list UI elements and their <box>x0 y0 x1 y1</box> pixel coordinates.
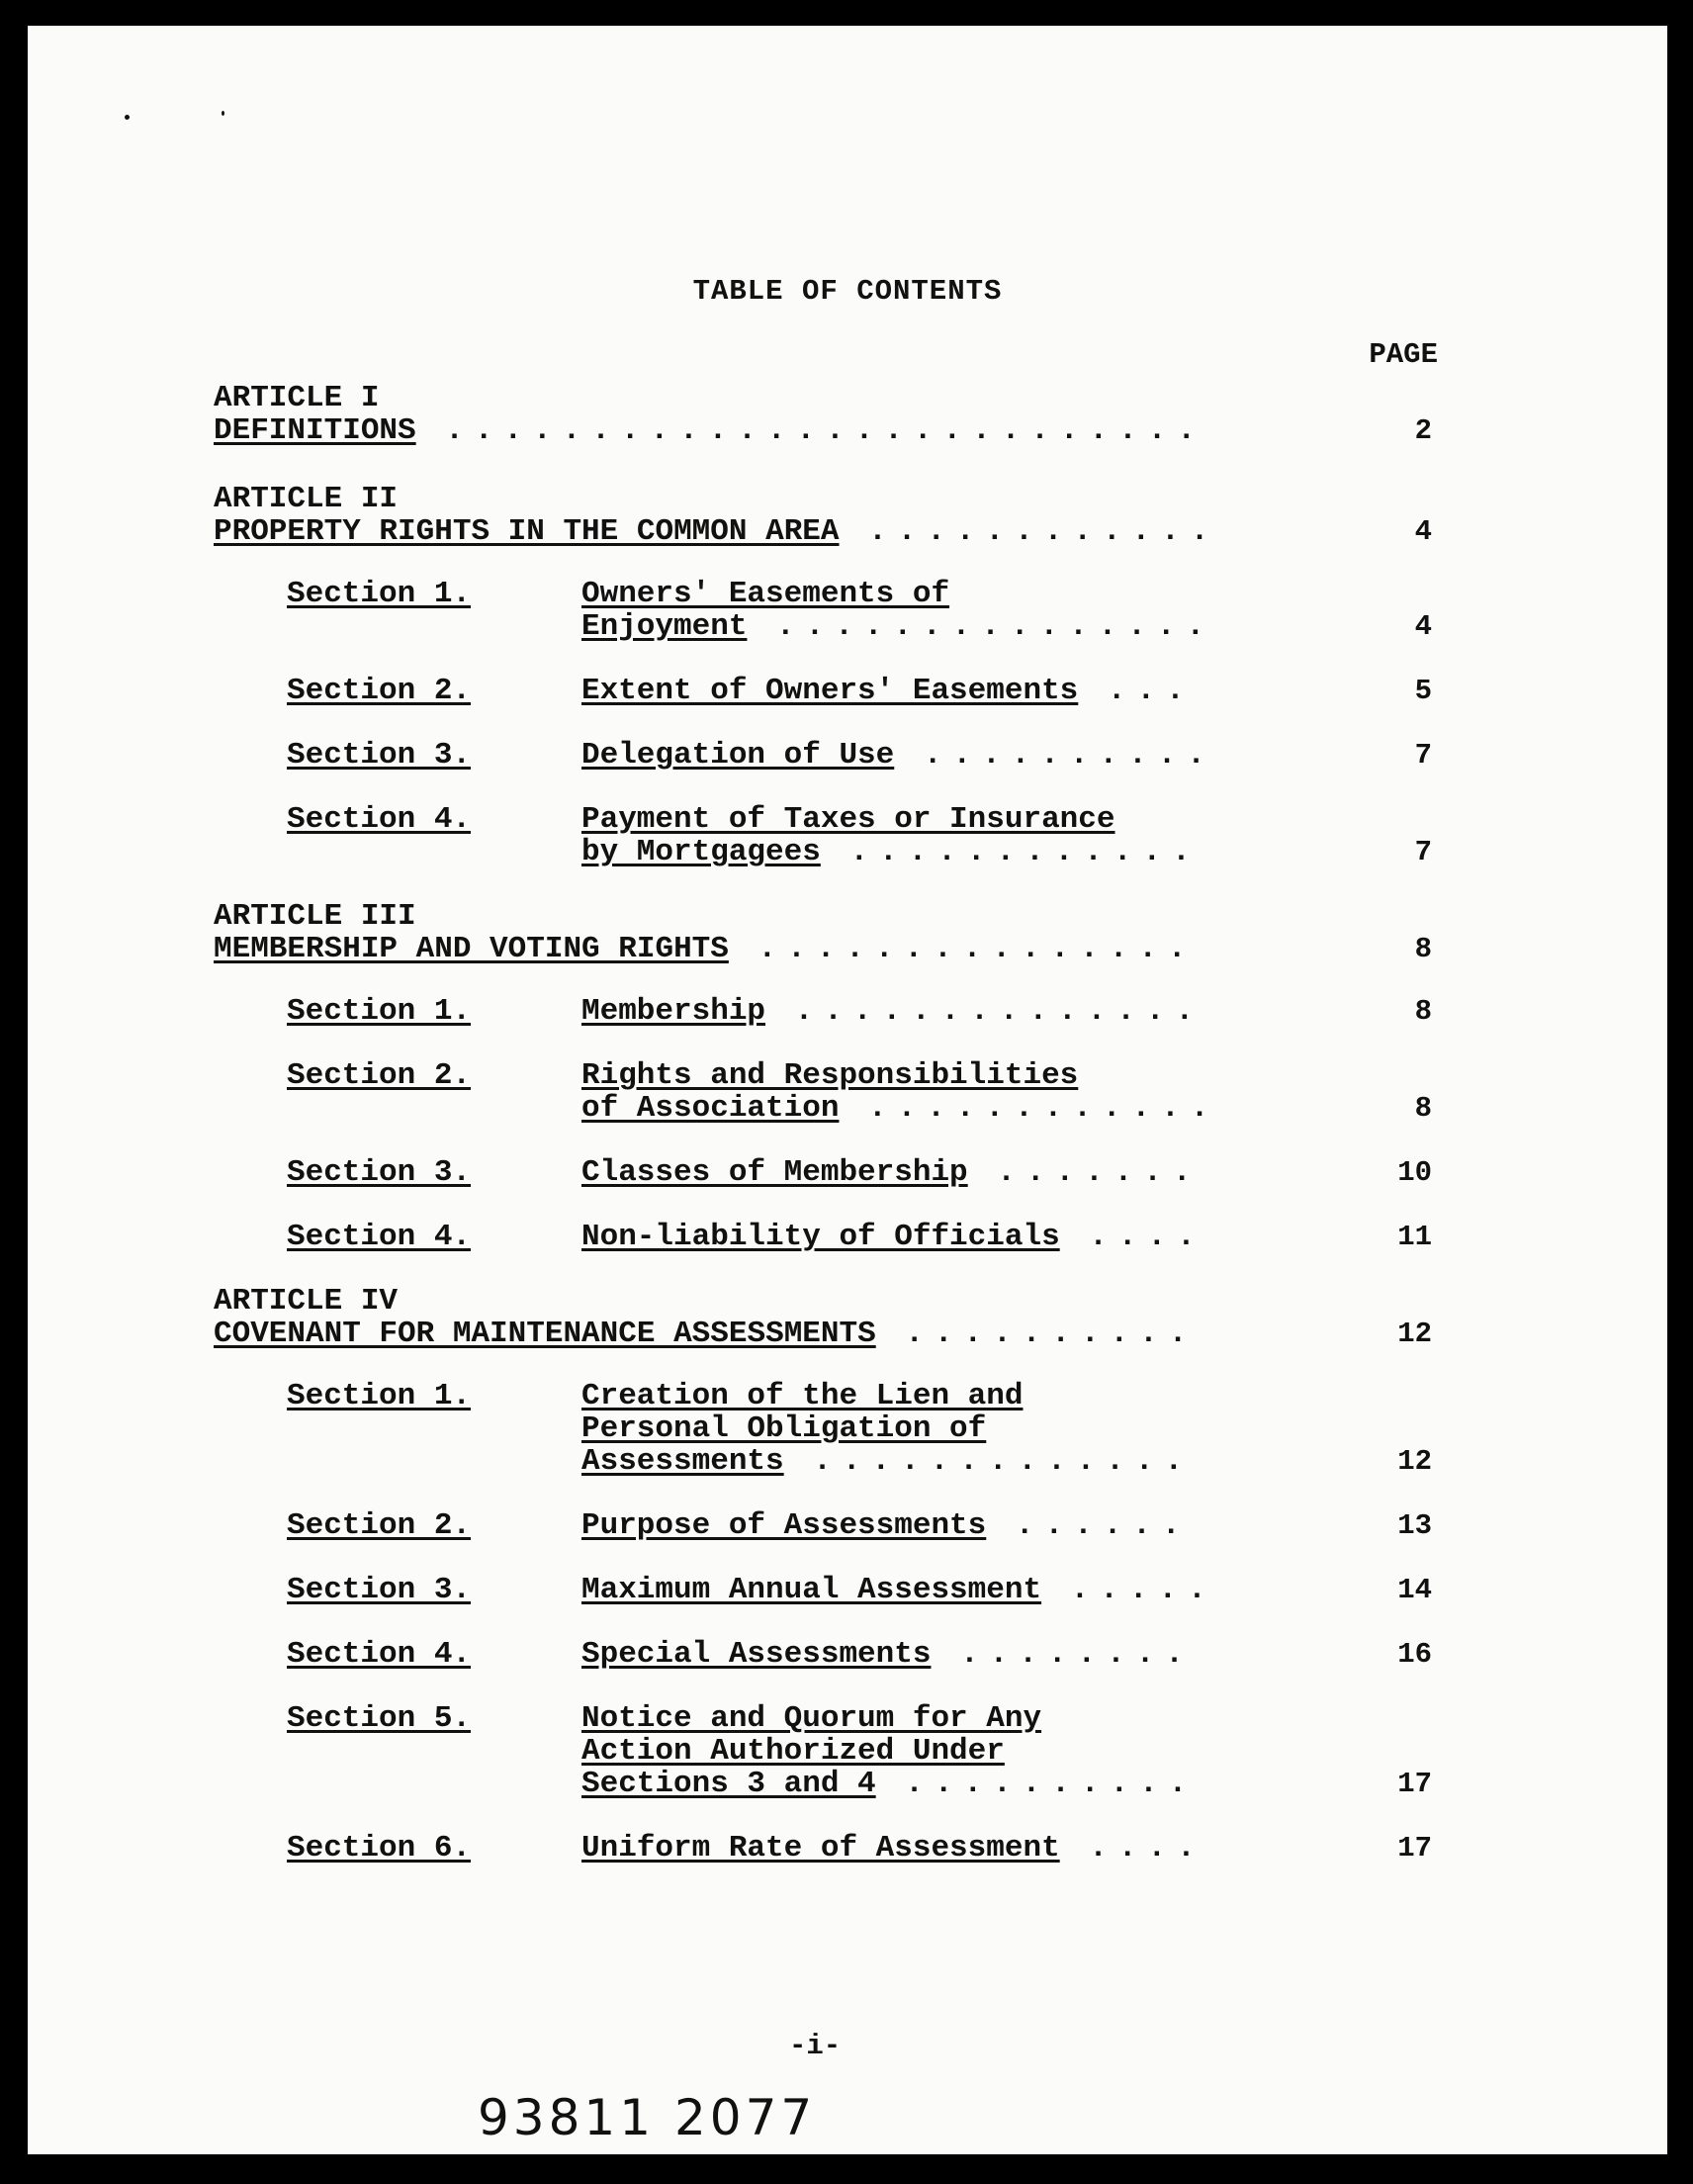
leader-dots: ..... <box>1041 1573 1217 1607</box>
section-title-line-text: Payment of Taxes or Insurance <box>581 802 1115 837</box>
section-label-text: Section 6. <box>287 1831 472 1866</box>
article-title <box>214 1318 1198 1350</box>
article-title <box>214 515 1219 548</box>
scan-speck <box>222 111 224 116</box>
article-label <box>214 382 379 414</box>
article-label-text: ARTICLE I <box>214 381 380 415</box>
page-number: 16 <box>1397 1638 1432 1671</box>
leader-dots: ............ <box>839 1091 1220 1126</box>
section-label-text: Section 2. <box>287 674 472 708</box>
leader-dots: ...... <box>986 1508 1192 1543</box>
section-title-line <box>581 1768 1198 1800</box>
page-number: 13 <box>1397 1509 1432 1542</box>
page-number: 5 <box>1414 675 1432 707</box>
leader-dots: .... <box>1059 1831 1206 1866</box>
footer-page-number: -i- <box>789 2030 842 2062</box>
article-title <box>214 414 1206 447</box>
section-title-line-text: Rights and Responsibilities <box>581 1058 1079 1093</box>
leader-dots: ........ <box>931 1637 1195 1672</box>
section-title-line <box>581 578 949 610</box>
section-title-line-text: Non-liability of Officials <box>581 1220 1060 1254</box>
section-title-line-text: by Mortgagees <box>581 835 821 869</box>
leader-dots: ............... <box>728 932 1198 966</box>
section-title-line <box>581 1059 1078 1092</box>
section-label <box>287 1509 471 1542</box>
section-title-line-text: Personal Obligation of <box>581 1411 987 1446</box>
page-number: 8 <box>1414 1092 1432 1125</box>
section-title-line-text: Action Authorized Under <box>581 1734 1005 1769</box>
section-label-text: Section 4. <box>287 1220 472 1254</box>
leader-dots: ....... <box>967 1155 1203 1190</box>
leader-dots: ............... <box>747 609 1216 644</box>
page-number: 12 <box>1397 1318 1432 1350</box>
page-number: 7 <box>1414 739 1432 772</box>
section-title-line <box>581 610 1215 643</box>
article-title-text: PROPERTY RIGHTS IN THE COMMON AREA <box>214 514 840 549</box>
section-title-line-text: Extent of Owners' Easements <box>581 674 1079 708</box>
section-label <box>287 1059 471 1092</box>
section-title-line-text: Enjoyment <box>581 609 748 644</box>
section-title-line <box>581 1832 1206 1865</box>
section-label <box>287 1380 471 1412</box>
section-label <box>287 1702 471 1735</box>
document-page <box>28 26 1667 2154</box>
leader-dots: .......... <box>875 1317 1199 1351</box>
section-title-line <box>581 1735 1005 1768</box>
article-label-text: ARTICLE II <box>214 482 399 516</box>
scan-speck <box>125 115 130 120</box>
section-title-line <box>581 739 1216 772</box>
section-title-line <box>581 803 1115 836</box>
section-title-line <box>581 836 1202 868</box>
page-number: 7 <box>1414 836 1432 868</box>
section-label-text: Section 3. <box>287 738 472 773</box>
section-label <box>287 995 471 1028</box>
section-title-line <box>581 1574 1217 1606</box>
page-number: 12 <box>1397 1445 1432 1478</box>
toc-title: TABLE OF CONTENTS <box>692 275 1003 308</box>
article-title-text: MEMBERSHIP AND VOTING RIGHTS <box>214 932 729 966</box>
leader-dots: ... <box>1078 674 1196 708</box>
section-label-text: Section 5. <box>287 1701 472 1736</box>
section-title-line-text: Classes of Membership <box>581 1155 968 1190</box>
article-label <box>214 900 416 933</box>
article-label <box>214 1285 398 1318</box>
section-label <box>287 739 471 772</box>
section-label <box>287 578 471 610</box>
section-title-line-text: Membership <box>581 994 766 1029</box>
section-title-line <box>581 1509 1192 1542</box>
section-title-line-text: Creation of the Lien and <box>581 1379 1024 1413</box>
section-title-line <box>581 1092 1219 1125</box>
section-title-line-text: of Association <box>581 1091 840 1126</box>
section-label <box>287 803 471 836</box>
section-label-text: Section 1. <box>287 577 472 611</box>
section-label <box>287 1832 471 1865</box>
section-title-line <box>581 995 1204 1028</box>
page-number: 4 <box>1414 610 1432 643</box>
section-title-line <box>581 1702 1041 1735</box>
section-title-line <box>581 1412 986 1445</box>
page-number: 17 <box>1397 1768 1432 1800</box>
section-title-line-text: Assessments <box>581 1444 784 1479</box>
section-title-line-text: Owners' Easements of <box>581 577 950 611</box>
section-title-line-text: Uniform Rate of Assessment <box>581 1831 1060 1866</box>
leader-dots: .......... <box>894 738 1216 773</box>
section-label <box>287 675 471 707</box>
leader-dots: ............ <box>820 835 1202 869</box>
section-title-line-text: Special Assessments <box>581 1637 932 1672</box>
section-label-text: Section 3. <box>287 1573 472 1607</box>
section-label <box>287 1156 471 1189</box>
section-label <box>287 1574 471 1606</box>
page-number: 4 <box>1414 515 1432 548</box>
section-title-line-text: Delegation of Use <box>581 738 895 773</box>
leader-dots: .......... <box>875 1767 1199 1801</box>
section-label-text: Section 4. <box>287 1637 472 1672</box>
section-title-line <box>581 1156 1203 1189</box>
section-title-line <box>581 1221 1206 1253</box>
section-title-line <box>581 675 1196 707</box>
leader-dots: ............ <box>839 514 1220 549</box>
page-number: 2 <box>1414 414 1432 447</box>
section-label-text: Section 1. <box>287 1379 472 1413</box>
leader-dots: .......................... <box>415 413 1206 448</box>
section-title-line <box>581 1445 1194 1478</box>
page-number: 17 <box>1397 1832 1432 1865</box>
page-number: 8 <box>1414 995 1432 1028</box>
page-number: 14 <box>1397 1574 1432 1606</box>
article-label-text: ARTICLE III <box>214 899 416 934</box>
article-title-text: COVENANT FOR MAINTENANCE ASSESSMENTS <box>214 1317 876 1351</box>
article-label <box>214 483 398 515</box>
section-title-line <box>581 1380 1023 1412</box>
page-number: 10 <box>1397 1156 1432 1189</box>
section-label-text: Section 2. <box>287 1058 472 1093</box>
section-title-line-text: Notice and Quorum for Any <box>581 1701 1042 1736</box>
section-title-line-text: Sections 3 and 4 <box>581 1767 876 1801</box>
page-number: 8 <box>1414 933 1432 965</box>
document-number: 93811 2077 <box>478 2089 817 2146</box>
leader-dots: .............. <box>765 994 1205 1029</box>
section-title-line-text: Maximum Annual Assessment <box>581 1573 1042 1607</box>
section-title-line-text: Purpose of Assessments <box>581 1508 987 1543</box>
section-label-text: Section 2. <box>287 1508 472 1543</box>
leader-dots: ............. <box>783 1444 1195 1479</box>
section-label-text: Section 1. <box>287 994 472 1029</box>
article-label-text: ARTICLE IV <box>214 1284 399 1319</box>
page-column-header: PAGE <box>1369 338 1438 371</box>
section-label <box>287 1221 471 1253</box>
page-number: 11 <box>1397 1221 1432 1253</box>
section-label <box>287 1638 471 1671</box>
article-title <box>214 933 1198 965</box>
section-label-text: Section 3. <box>287 1155 472 1190</box>
leader-dots: .... <box>1059 1220 1206 1254</box>
section-label-text: Section 4. <box>287 802 472 837</box>
section-title-line <box>581 1638 1195 1671</box>
article-title-text: DEFINITIONS <box>214 413 416 448</box>
